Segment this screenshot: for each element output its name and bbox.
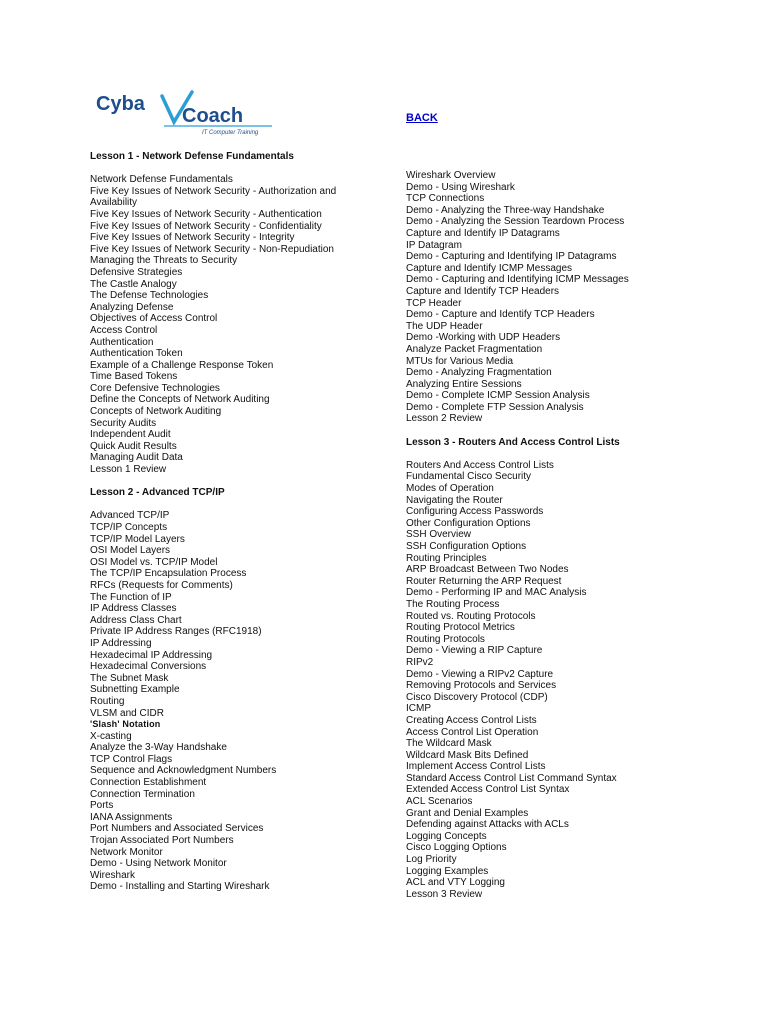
topic-item: Defensive Strategies: [90, 266, 183, 278]
lesson-1-topic-list: [90, 174, 390, 475]
topic-item: RIPv2: [406, 656, 434, 668]
topic-item: Extended Access Control List Syntax: [406, 784, 570, 796]
topic-item: Capture and Identify TCP Headers: [406, 285, 560, 297]
topic-item: Time Based Tokens: [90, 371, 178, 383]
topic-item: Demo - Capture and Identify TCP Headers: [406, 309, 595, 321]
topic-item: OSI Model vs. TCP/IP Model: [90, 556, 218, 568]
topic-item: The Defense Technologies: [90, 290, 209, 302]
topic-item: Analyzing Defense: [90, 301, 174, 313]
topic-item: VLSM and CIDR: [90, 707, 164, 719]
topic-item: Managing the Threats to Security: [90, 255, 238, 267]
topic-item: Removing Protocols and Services: [406, 680, 557, 692]
topic-item: Ports: [90, 800, 114, 812]
topic-item: Analyzing Entire Sessions: [406, 378, 522, 390]
topic-item: Hexadecimal IP Addressing: [90, 649, 213, 661]
topic-item: Demo - Viewing a RIP Capture: [406, 645, 543, 657]
lesson-1-heading: Lesson 1 - Network Defense Fundamentals: [90, 151, 294, 162]
topic-item: Logging Concepts: [406, 830, 487, 842]
topic-item: ICMP: [406, 703, 431, 715]
topic-item: The Subnet Mask: [90, 672, 169, 684]
topic-item: IANA Assignments: [90, 811, 173, 823]
topic-item: ACL and VTY Logging: [406, 877, 505, 889]
topic-item: Trojan Associated Port Numbers: [90, 835, 234, 847]
topic-item: Quick Audit Results: [90, 440, 177, 452]
topic-item: Routed vs. Routing Protocols: [406, 610, 536, 622]
logo-tagline: IT Computer Training: [202, 130, 259, 136]
topic-item: Creating Access Control Lists: [406, 714, 537, 726]
topic-item: Lesson 3 Review: [406, 888, 483, 900]
topic-item: Private IP Address Ranges (RFC1918): [90, 626, 262, 638]
topic-item: Lesson 1 Review: [90, 464, 167, 476]
topic-item: Connection Establishment: [90, 777, 207, 789]
topic-item: Independent Audit: [90, 429, 171, 441]
topic-item: 'Slash' Notation: [90, 719, 161, 730]
topic-item: Routing Protocols: [406, 633, 485, 645]
topic-item: Demo - Installing and Starting Wireshark: [90, 881, 270, 893]
topic-item: Routing Protocol Metrics: [406, 622, 515, 634]
topic-item: Define the Concepts of Network Auditing: [90, 394, 270, 406]
topic-item: Standard Access Control List Command Syntax: [406, 772, 617, 784]
topic-item: Capture and Identify IP Datagrams: [406, 227, 560, 239]
topic-item: The UDP Header: [406, 320, 483, 332]
topic-item: Port Numbers and Associated Services: [90, 823, 264, 835]
topic-item: Wireshark: [90, 869, 136, 881]
lesson-3-heading: Lesson 3 - Routers And Access Control Lists: [406, 436, 620, 448]
logo-graphic: [94, 90, 274, 136]
topic-item: Log Priority: [406, 854, 457, 866]
topic-item: Wireshark Overview: [406, 170, 496, 181]
topic-item: Address Class Chart: [90, 614, 182, 626]
topic-item: OSI Model Layers: [90, 545, 171, 557]
topic-item: Logging Examples: [406, 865, 489, 877]
topic-item: Five Key Issues of Network Security - Confidentiality: [90, 220, 322, 232]
topic-item: The Castle Analogy: [90, 278, 177, 290]
topic-item: Five Key Issues of Network Security - Integrity: [90, 232, 295, 244]
topic-item: ARP Broadcast Between Two Nodes: [406, 564, 569, 576]
topic-item: Access Control List Operation: [406, 726, 539, 738]
topic-item: Security Audits: [90, 417, 157, 429]
topic-item: Analyze the 3-Way Handshake: [90, 742, 227, 754]
topic-item: Objectives of Access Control: [90, 313, 218, 325]
topic-item: Router Returning the ARP Request: [406, 575, 562, 587]
topic-item: Cisco Logging Options: [406, 842, 507, 854]
topic-item: Defending against Attacks with ACLs: [406, 819, 569, 831]
topic-item: SSH Configuration Options: [406, 541, 527, 552]
topic-item: Connection Termination: [90, 788, 195, 800]
topic-item: Hexadecimal Conversions: [90, 661, 207, 673]
topic-item: Demo - Capturing and Identifying IP Datagrams: [406, 251, 617, 263]
topic-item: TCP Header: [406, 297, 462, 309]
topic-item: Routers And Access Control Lists: [406, 459, 554, 471]
topic-item: Demo - Using Network Monitor: [90, 858, 227, 870]
logo-text-cyba: Cyba: [96, 93, 145, 115]
right-column: [406, 170, 726, 900]
topic-item: The Routing Process: [406, 598, 500, 610]
topic-item: Cisco Discovery Protocol (CDP): [406, 691, 548, 703]
topic-item: Lesson 2 Review: [406, 413, 483, 425]
topic-item: Authentication: [90, 336, 154, 348]
topic-item: The TCP/IP Encapsulation Process: [90, 568, 247, 580]
topic-item: Subnetting Example: [90, 684, 180, 696]
topic-item: IP Addressing: [90, 637, 152, 649]
topic-item: Demo -Working with UDP Headers: [406, 332, 561, 344]
topic-item: Demo - Capturing and Identifying ICMP Messages: [406, 274, 629, 286]
topic-item: Sequence and Acknowledgment Numbers: [90, 765, 277, 777]
topic-item: Demo - Using Wireshark: [406, 181, 515, 193]
topic-item: Five Key Issues of Network Security - Authentication: [90, 208, 322, 220]
back-link[interactable]: BACK: [406, 112, 438, 124]
topic-item: X-casting: [90, 730, 132, 742]
topic-item: Demo - Analyzing the Three-way Handshake: [406, 204, 605, 216]
logo-text-coach: Coach: [182, 105, 244, 127]
topic-item: Grant and Denial Examples: [406, 807, 529, 819]
topic-item: Access Control: [90, 324, 158, 336]
lesson-3-topic-list: [406, 460, 726, 901]
topic-item: Routing Principles: [406, 552, 487, 564]
topic-item: Demo - Viewing a RIPv2 Capture: [406, 668, 554, 680]
topic-item: Concepts of Network Auditing: [90, 406, 222, 418]
topic-item: Implement Access Control Lists: [406, 761, 546, 773]
topic-item: The Wildcard Mask: [406, 738, 492, 750]
topic-item: Configuring Access Passwords: [406, 506, 544, 518]
topic-item: TCP Connections: [406, 193, 485, 205]
topic-item: Authentication Token: [90, 348, 183, 360]
topic-item: Demo - Complete FTP Session Analysis: [406, 401, 584, 413]
lesson-2-heading: Lesson 2 - Advanced TCP/IP: [90, 487, 225, 499]
topic-item: Modes of Operation: [406, 483, 494, 495]
topic-item: IP Datagram: [406, 239, 462, 251]
left-column: [90, 151, 390, 893]
topic-item: TCP/IP Model Layers: [90, 533, 185, 545]
topic-item: Wildcard Mask Bits Defined: [406, 749, 529, 761]
topic-item: RFCs (Requests for Comments): [90, 579, 233, 591]
topic-item: Demo - Performing IP and MAC Analysis: [406, 587, 587, 599]
lesson-2-continued-topic-list: [406, 170, 726, 425]
topic-item: Five Key Issues of Network Security - Authorization and Availability: [90, 185, 337, 209]
topic-item: TCP/IP Concepts: [90, 522, 168, 533]
topic-item: Other Configuration Options: [406, 517, 531, 529]
topic-item: Five Key Issues of Network Security - Non-Repudiation: [90, 243, 334, 255]
topic-item: Routing: [90, 695, 125, 707]
topic-item: TCP Control Flags: [90, 753, 173, 765]
cybacoach-logo: [94, 90, 274, 136]
topic-item: Managing Audit Data: [90, 452, 183, 464]
topic-item: Advanced TCP/IP: [90, 510, 170, 522]
topic-item: Core Defensive Technologies: [90, 382, 220, 394]
topic-item: Analyze Packet Fragmentation: [406, 343, 543, 355]
topic-item: The Function of IP: [90, 591, 172, 603]
topic-item: IP Address Classes: [90, 603, 177, 615]
topic-item: ACL Scenarios: [406, 796, 473, 808]
topic-item: Capture and Identify ICMP Messages: [406, 262, 573, 274]
topic-item: Demo - Analyzing Fragmentation: [406, 367, 552, 379]
topic-item: MTUs for Various Media: [406, 355, 514, 367]
topic-item: Navigating the Router: [406, 494, 503, 506]
topic-item: Example of a Challenge Response Token: [90, 359, 274, 371]
topic-item: Demo - Analyzing the Session Teardown Process: [406, 216, 625, 228]
topic-item: Network Monitor: [90, 846, 163, 858]
topic-item: Demo - Complete ICMP Session Analysis: [406, 390, 590, 402]
lesson-2-topic-list: [90, 510, 390, 893]
topic-item: SSH Overview: [406, 529, 472, 541]
topic-item: Network Defense Fundamentals: [90, 174, 233, 186]
topic-item: Fundamental Cisco Security: [406, 471, 532, 483]
